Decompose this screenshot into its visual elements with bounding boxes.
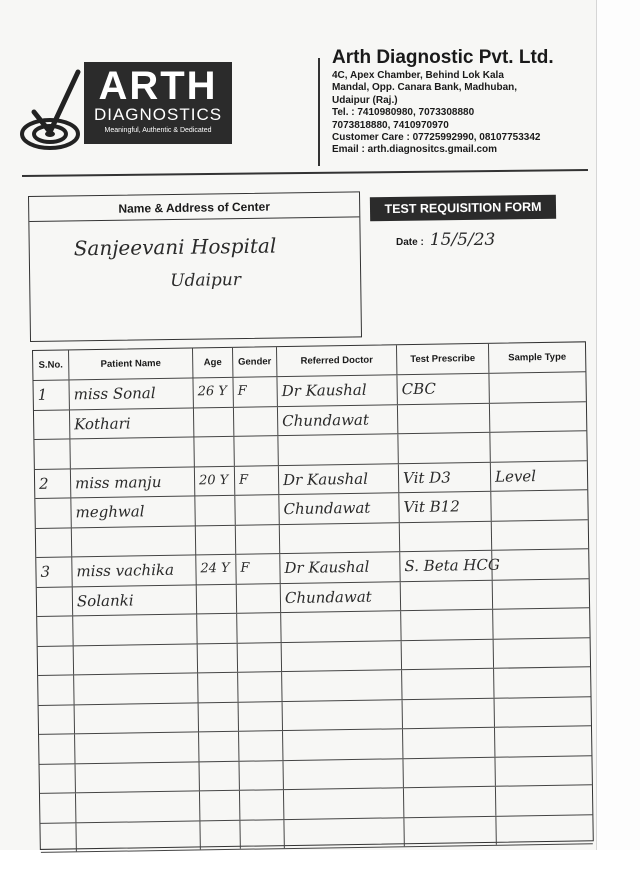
cell-patient-name: miss manju [71, 467, 195, 497]
cell-sample-type [494, 667, 590, 697]
cell-sample-type [491, 490, 587, 520]
cell-sample-type [490, 402, 586, 432]
company-info [332, 46, 592, 157]
cell-sno [38, 675, 74, 704]
cell-referred-doctor: Chundawat [281, 582, 401, 612]
cell-gender [238, 643, 282, 672]
cell-sno: 1 [33, 380, 69, 409]
col-header-sample-type: Sample Type [508, 351, 567, 364]
cell-referred-doctor: Dr Kaushal [279, 464, 399, 494]
cell-test-prescribe [401, 580, 493, 610]
cell-sample-type [495, 756, 591, 786]
cell-referred-doctor [282, 670, 402, 700]
header-rule [22, 169, 588, 177]
cell-patient-name [74, 644, 198, 674]
cell-test-prescribe [404, 787, 496, 817]
cell-referred-doctor [284, 788, 404, 818]
cell-gender [239, 702, 283, 731]
cell-test-prescribe: Vit D3 [399, 462, 491, 492]
cell-test-prescribe [398, 403, 490, 433]
header-divider [318, 58, 320, 166]
page-edge [596, 0, 640, 876]
cell-sample-type [489, 372, 585, 402]
cell-test-prescribe: CBC [397, 374, 489, 404]
date-field [396, 230, 495, 250]
company-name: Arth Diagnostic Pvt. Ltd. [332, 47, 554, 68]
cell-patient-name: meghwal [71, 496, 195, 526]
cell-gender [237, 613, 281, 642]
cell-age [195, 496, 235, 525]
cell-age [199, 761, 239, 790]
cell-referred-doctor: Chundawat [278, 405, 398, 435]
requisition-table [32, 341, 594, 850]
cell-sno: 3 [36, 557, 72, 586]
cell-gender [239, 731, 283, 760]
cell-referred-doctor [280, 523, 400, 553]
cell-age [194, 407, 234, 436]
cell-referred-doctor [283, 729, 403, 759]
cell-gender [237, 584, 281, 613]
cell-test-prescribe [400, 521, 492, 551]
center-city: Udaipur [170, 270, 242, 292]
cell-gender [234, 407, 278, 436]
cell-test-prescribe [398, 433, 490, 463]
cell-age [198, 643, 238, 672]
cell-sno [40, 764, 76, 793]
center-address-box [28, 191, 362, 342]
cell-gender [239, 761, 283, 790]
cell-sample-type [494, 638, 590, 668]
cell-patient-name [75, 703, 199, 733]
cell-gender: F [235, 466, 279, 495]
cell-patient-name [73, 614, 197, 644]
cell-sample-type [490, 431, 586, 461]
cell-test-prescribe [401, 610, 493, 640]
cell-sample-type [492, 549, 588, 579]
cell-sample-type [495, 726, 591, 756]
cell-sno [37, 616, 73, 645]
cell-patient-name [72, 526, 196, 556]
cell-referred-doctor: Dr Kaushal [277, 375, 397, 405]
cell-patient-name [74, 673, 198, 703]
cell-test-prescribe [404, 816, 496, 846]
date-value: 15/5/23 [429, 230, 496, 250]
cell-age [199, 732, 239, 761]
cell-age [197, 614, 237, 643]
cell-sno [40, 793, 76, 822]
cell-patient-name: miss Sonal [69, 378, 193, 408]
cell-patient-name [70, 437, 194, 467]
cell-gender: F [233, 377, 277, 406]
cell-test-prescribe: Vit B12 [399, 492, 491, 522]
cell-age [196, 525, 236, 554]
cell-referred-doctor [283, 700, 403, 730]
cell-sample-type [492, 520, 588, 550]
cell-sample-type [496, 785, 592, 815]
target-check-icon [20, 68, 82, 154]
cell-test-prescribe: S. Beta HCG [400, 551, 492, 581]
cell-referred-doctor [283, 759, 403, 789]
cell-sno [38, 646, 74, 675]
cell-referred-doctor [282, 641, 402, 671]
col-header-sno: S.No. [33, 350, 69, 380]
cell-sno [36, 528, 72, 557]
cell-sample-type [496, 815, 592, 845]
customer-care: Customer Care : 07725992990, 08107753342 [332, 132, 541, 144]
cell-gender: F [236, 554, 280, 583]
cell-patient-name [75, 732, 199, 762]
col-header-gender: Gender [233, 347, 277, 377]
cell-sample-type: Level [494, 466, 537, 486]
cell-patient-name [76, 791, 200, 821]
form-title: TEST REQUISITION FORM [370, 195, 556, 222]
cell-sample-type [495, 697, 591, 727]
cell-referred-doctor [281, 611, 401, 641]
cell-age [199, 702, 239, 731]
date-label: Date : [396, 237, 424, 248]
logo-word: ARTH [98, 64, 218, 108]
company-line: 4C, Apex Chamber, Behind Lok Kala [332, 70, 504, 81]
cell-patient-name [76, 762, 200, 792]
center-name: Sanjeevani Hospital [73, 233, 277, 261]
cell-gender [240, 790, 284, 819]
cell-gender [240, 820, 284, 849]
logo-tagline: Meaningful, Authentic & Dedicated [104, 127, 212, 134]
cell-gender [235, 495, 279, 524]
company-email: Email : arth.diagnositcs.gmail.com [332, 144, 498, 156]
cell-test-prescribe [402, 669, 494, 699]
cell-sno [37, 587, 73, 616]
cell-age [197, 584, 237, 613]
cell-sno [40, 823, 76, 852]
cell-age [200, 820, 240, 849]
cell-test-prescribe [403, 728, 495, 758]
cell-age: 26 Y [193, 378, 233, 407]
col-header-age: Age [193, 348, 233, 378]
col-header-patient-name: Patient Name [69, 348, 193, 379]
cell-patient-name: Solanki [73, 585, 197, 615]
cell-age [200, 791, 240, 820]
cell-sample-type [493, 608, 589, 638]
cell-test-prescribe [403, 757, 495, 787]
cell-sno: 2 [35, 469, 71, 498]
cell-age: 24 Y [196, 555, 236, 584]
logo-sub: DIAGNOSTICS [93, 105, 223, 124]
cell-sno [35, 498, 71, 527]
cell-age: 20 Y [195, 466, 235, 495]
cell-sno [39, 734, 75, 763]
company-phone: 7073818880, 7410970970 [332, 119, 449, 131]
cell-age [198, 673, 238, 702]
page-bottom-edge [0, 850, 640, 876]
col-header-test-prescribe: Test Prescribe [397, 344, 489, 374]
col-header-referred-doctor: Referred Doctor [277, 345, 397, 376]
cell-patient-name: Kothari [70, 408, 194, 438]
cell-sno [39, 705, 75, 734]
cell-age [194, 437, 234, 466]
center-title: Name & Address of Center [29, 192, 359, 222]
cell-sno [34, 439, 70, 468]
cell-referred-doctor [284, 818, 404, 848]
arth-logo [84, 62, 232, 144]
cell-test-prescribe [402, 639, 494, 669]
cell-test-prescribe [403, 698, 495, 728]
cell-referred-doctor [278, 434, 398, 464]
cell-patient-name: miss vachika [72, 555, 196, 585]
cell-sample-type [493, 579, 589, 609]
cell-sno [34, 410, 70, 439]
company-phone: Tel. : 7410980980, 7073308880 [332, 107, 475, 119]
company-line: Mandal, Opp. Canara Bank, Madhuban, [332, 82, 518, 94]
cell-gender [234, 436, 278, 465]
cell-patient-name [76, 821, 200, 851]
cell-referred-doctor: Dr Kaushal [280, 552, 400, 582]
cell-gender [236, 525, 280, 554]
cell-referred-doctor: Chundawat [279, 493, 399, 523]
company-line: Udaipur (Raj.) [332, 94, 398, 106]
cell-gender [238, 672, 282, 701]
